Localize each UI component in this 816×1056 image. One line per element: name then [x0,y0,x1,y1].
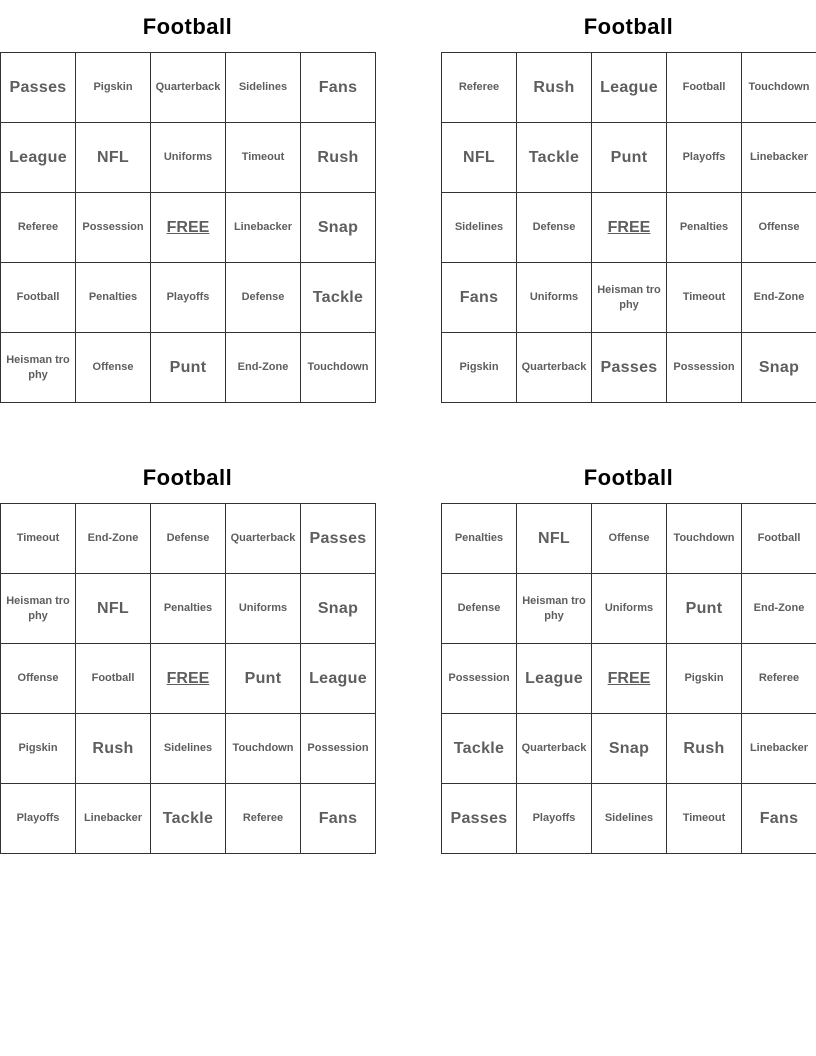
bingo-cell: Tackle [517,123,592,193]
bingo-cell: Punt [226,644,301,714]
grid-row [1,333,376,403]
bingo-cell: End-Zone [742,574,816,644]
bingo-cell: End-Zone [76,504,151,574]
bingo-grid [0,503,376,854]
bingo-cell: Uniforms [517,263,592,333]
bingo-grid [441,52,816,403]
bingo-cell: Touchdown [667,504,742,574]
bingo-cell: NFL [76,123,151,193]
bingo-cell: Referee [1,193,76,263]
bingo-cell: Heisman trophy [592,263,667,333]
bingo-cell: Heisman trophy [1,333,76,403]
bingo-cell: Linebacker [742,714,816,784]
bingo-cell: Playoffs [517,784,592,854]
bingo-cell: Offense [76,333,151,403]
bingo-cell: Fans [301,784,376,854]
grid-row [1,193,376,263]
bingo-cell: Football [1,263,76,333]
bingo-cell: Passes [442,784,517,854]
bingo-cell: NFL [442,123,517,193]
bingo-cell: Touchdown [742,53,816,123]
bingo-cell: Quarterback [151,53,226,123]
bingo-cell: Rush [517,53,592,123]
bingo-cell: Quarterback [517,714,592,784]
grid-row [442,123,816,193]
bingo-cell: Defense [442,574,517,644]
bingo-cell: Passes [1,53,76,123]
bingo-cell: Fans [742,784,816,854]
bingo-cell: Rush [667,714,742,784]
bingo-cell: Rush [76,714,151,784]
bingo-cell: Football [76,644,151,714]
bingo-cell: Linebacker [76,784,151,854]
grid-row [442,714,816,784]
bingo-cell: Passes [592,333,667,403]
bingo-cell: Snap [742,333,816,403]
grid-row [1,123,376,193]
grid-row [1,504,376,574]
bingo-cell: NFL [517,504,592,574]
bingo-grid [441,503,816,854]
bingo-cell: Punt [592,123,667,193]
bingo-cell: Pigskin [442,333,517,403]
grid-row [1,644,376,714]
bingo-cell: Possession [667,333,742,403]
bingo-grid [0,52,376,403]
free-space-cell: FREE [592,193,667,263]
bingo-cell: Offense [592,504,667,574]
bingo-cell: Timeout [667,784,742,854]
bingo-cell: Possession [442,644,517,714]
bingo-cell: Sidelines [226,53,301,123]
bingo-cell: Tackle [442,714,517,784]
bingo-cell: Uniforms [151,123,226,193]
bingo-cell: Uniforms [226,574,301,644]
bingo-cell: Linebacker [226,193,301,263]
bingo-cell: Punt [151,333,226,403]
bingo-cell: Playoffs [151,263,226,333]
free-space-cell: FREE [151,644,226,714]
free-space-cell: FREE [592,644,667,714]
bingo-cell: Pigskin [76,53,151,123]
bingo-cell: Timeout [667,263,742,333]
card-title: Football [142,465,233,490]
bingo-cell: Possession [301,714,376,784]
bingo-cell: Pigskin [1,714,76,784]
bingo-cell: Timeout [1,504,76,574]
bingo-cell: Penalties [442,504,517,574]
bingo-cell: Touchdown [301,333,376,403]
grid-row [442,504,816,574]
bingo-cell: Linebacker [742,123,816,193]
grid-row [442,263,816,333]
bingo-cell: End-Zone [226,333,301,403]
bingo-cell: Offense [1,644,76,714]
bingo-cell: Playoffs [667,123,742,193]
grid-row [1,263,376,333]
grid-row [442,784,816,854]
bingo-cell: Football [667,53,742,123]
bingo-cell: Tackle [301,263,376,333]
bingo-cell: Offense [742,193,816,263]
bingo-cell: Defense [151,504,226,574]
grid-row [1,574,376,644]
grid-row [442,333,816,403]
bingo-cell: Penalties [667,193,742,263]
bingo-cell: NFL [76,574,151,644]
bingo-cell: League [517,644,592,714]
grid-row [1,714,376,784]
grid-row [442,644,816,714]
bingo-cell: Rush [301,123,376,193]
bingo-cell: Playoffs [1,784,76,854]
bingo-cell: Uniforms [592,574,667,644]
bingo-cell: Quarterback [517,333,592,403]
bingo-cell: Touchdown [226,714,301,784]
bingo-cell: Defense [517,193,592,263]
bingo-cell: Punt [667,574,742,644]
bingo-cell: Snap [592,714,667,784]
bingo-cell: League [1,123,76,193]
bingo-cell: End-Zone [742,263,816,333]
bingo-cell: League [592,53,667,123]
bingo-cell: Quarterback [226,504,301,574]
bingo-cell: Timeout [226,123,301,193]
free-space-cell: FREE [151,193,226,263]
bingo-cell: Heisman trophy [517,574,592,644]
bingo-cell: Snap [301,574,376,644]
bingo-cell: Penalties [76,263,151,333]
bingo-cell: Sidelines [151,714,226,784]
bingo-cell: Referee [742,644,816,714]
grid-row [1,53,376,123]
card-title: Football [583,465,674,490]
grid-row [442,193,816,263]
bingo-cell: Sidelines [442,193,517,263]
bingo-cell: Fans [301,53,376,123]
bingo-cell: Heisman trophy [1,574,76,644]
bingo-cell: Football [742,504,816,574]
bingo-cell: Fans [442,263,517,333]
grid-row [442,574,816,644]
card-title: Football [583,14,674,39]
bingo-cell: Referee [442,53,517,123]
bingo-cell: Pigskin [667,644,742,714]
bingo-cell: Defense [226,263,301,333]
bingo-cell: Possession [76,193,151,263]
bingo-cell: League [301,644,376,714]
bingo-cell: Penalties [151,574,226,644]
bingo-cell: Passes [301,504,376,574]
bingo-cell: Referee [226,784,301,854]
bingo-cell: Snap [301,193,376,263]
grid-row [442,53,816,123]
bingo-cell: Sidelines [592,784,667,854]
bingo-cell: Tackle [151,784,226,854]
card-title: Football [142,14,233,39]
grid-row [1,784,376,854]
